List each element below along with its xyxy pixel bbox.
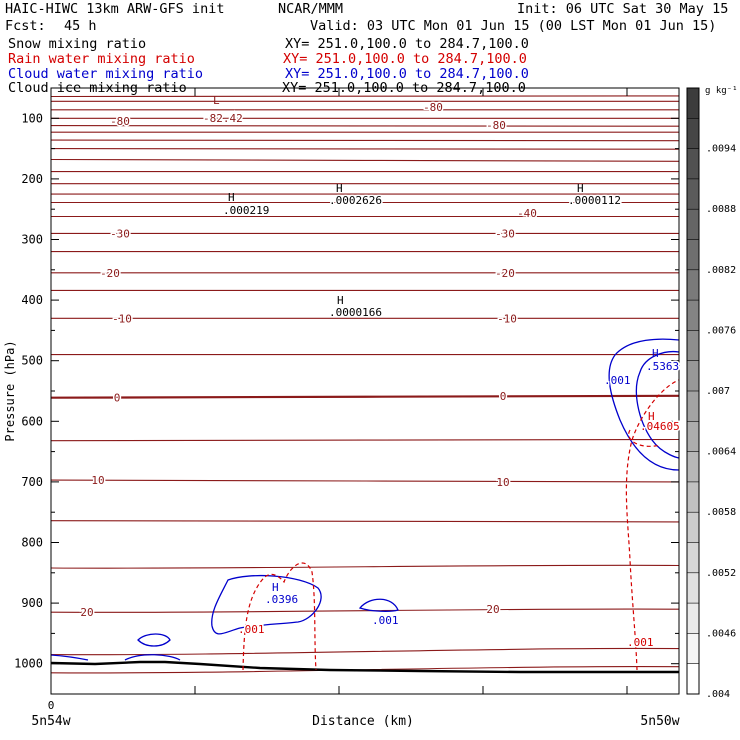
extremum-value: .0396: [265, 593, 299, 606]
forecast-hours: 45 h: [64, 18, 97, 34]
colorbar-segment: [687, 452, 699, 483]
contour-value-label: .001: [238, 623, 265, 636]
extremum-marker: H: [337, 294, 344, 307]
field-ice-name: Cloud ice mixing ratio: [8, 80, 187, 96]
contour-value-label: .001: [627, 636, 654, 649]
isotherm-line: [51, 101, 679, 102]
cloud-water-contour: [360, 599, 398, 611]
colorbar-segment: [687, 543, 699, 574]
extremum-value: .0000112: [568, 194, 621, 207]
y-tick-label: 200: [21, 171, 43, 186]
colorbar-segment: [687, 88, 699, 119]
isotherm-line: [51, 160, 679, 162]
colorbar-segment: [687, 573, 699, 604]
field-cloud-name: Cloud water mixing ratio: [8, 66, 204, 82]
isotherm-label: -20: [495, 266, 515, 280]
colorbar-segment: [687, 149, 699, 180]
isotherm-line: [51, 149, 679, 150]
y-tick-label: 500: [21, 353, 43, 368]
isotherm-label: 0: [113, 391, 121, 405]
isotherm-label: -20: [100, 266, 120, 280]
extremum-marker: H: [228, 191, 235, 204]
extremum-value: .0002626: [329, 194, 382, 207]
colorbar-tick-label: .0052: [706, 567, 737, 579]
y-tick-label: 100: [21, 111, 43, 126]
y-tick-label: 300: [21, 232, 43, 247]
isotherm-line: [51, 565, 679, 568]
isotherm-line: [51, 251, 679, 252]
field-rain-name: Rain water mixing ratio: [8, 51, 195, 67]
colorbar-tick-label: .004: [706, 689, 731, 700]
isotherm-line: [51, 171, 679, 172]
isotherm-label: -10: [112, 312, 132, 326]
colorbar-tick-label: .0094: [706, 143, 737, 155]
colorbar-tick-label: .0046: [706, 628, 737, 640]
isotherm-line: [51, 648, 679, 654]
contour-value-label: .001: [372, 614, 399, 627]
isotherm-label: -10: [497, 312, 517, 326]
colorbar-tick-label: .007: [706, 386, 731, 397]
isotherm-line: [51, 480, 679, 482]
y-tick-label: 400: [21, 293, 43, 308]
isotherm-label: 0: [499, 389, 507, 403]
isotherm-line: [51, 96, 679, 97]
isotherm-label: 20: [80, 606, 94, 620]
colorbar-segment: [687, 209, 699, 240]
field-ice-xy: XY= 251.0,100.0 to 284.7,100.0: [282, 80, 526, 96]
isotherm-line: [51, 183, 679, 184]
isotherm-line: [51, 109, 679, 110]
isotherm-line: [51, 132, 679, 133]
x-start-label: 0: [47, 699, 55, 712]
isotherm-line: [51, 216, 679, 217]
org-label: NCAR/MMM: [278, 1, 344, 17]
cloud-water-contour: [609, 339, 679, 470]
extremum-marker: L: [213, 94, 220, 107]
isotherm-label: -80: [423, 101, 443, 114]
extremum-value: .000219: [223, 204, 270, 217]
colorbar-segment: [687, 300, 699, 331]
isotherm-label: -30: [495, 227, 515, 241]
isotherm-line: [51, 439, 679, 441]
colorbar-segment: [687, 391, 699, 422]
extremum-value: -82.42: [203, 112, 243, 125]
forecast-label: Fcst:: [5, 18, 46, 34]
isotherm-line: [51, 290, 679, 291]
isotherm-line: [51, 233, 679, 234]
x-left-label: 5n54w: [31, 714, 71, 729]
isotherm-line: [51, 521, 679, 522]
colorbar-tick-label: .0064: [706, 446, 737, 458]
extremum-marker: H: [648, 410, 655, 423]
y-tick-label: 600: [21, 414, 43, 429]
isotherm-label: -40: [517, 207, 537, 220]
cloud-water-contour: [138, 634, 170, 646]
isotherm-label: -80: [486, 119, 506, 132]
extremum-marker: H: [652, 347, 659, 360]
colorbar-segment: [687, 664, 699, 695]
extremum-marker: H: [272, 581, 279, 594]
y-axis-title: Pressure (hPa): [3, 340, 17, 442]
isotherm-line: [51, 396, 679, 398]
isotherm-label: -80: [110, 115, 130, 128]
isotherm-label: 20: [486, 603, 500, 617]
colorbar-segment: [687, 603, 699, 634]
colorbar-segment: [687, 240, 699, 271]
isotherm-line: [51, 140, 679, 141]
colorbar-segment: [687, 633, 699, 664]
colorbar-segment: [687, 179, 699, 210]
init-time: Init: 06 UTC Sat 30 May 15: [517, 1, 729, 17]
field-cloud-xy: XY= 251.0,100.0 to 284.7,100.0: [285, 66, 529, 82]
colorbar-tick-label: .0076: [706, 325, 737, 337]
isotherm-line: [51, 272, 679, 273]
extremum-value: .0000166: [329, 306, 382, 319]
cloud-water-contour: [125, 655, 180, 660]
isotherm-label: 10: [496, 475, 510, 489]
extremum-marker: H: [336, 182, 343, 195]
colorbar-segment: [687, 482, 699, 513]
y-tick-label: 1000: [14, 656, 43, 671]
isotherm-label: 10: [91, 474, 105, 488]
colorbar-segment: [687, 361, 699, 392]
y-tick-label: 700: [21, 474, 43, 489]
field-rain-xy: XY= 251.0,100.0 to 284.7,100.0: [283, 51, 527, 67]
isotherm-label: -30: [110, 227, 130, 241]
colorbar-tick-label: .0088: [706, 204, 737, 216]
isotherm-line: [51, 126, 679, 127]
field-snow-xy: XY= 251.0,100.0 to 284.7,100.0: [285, 36, 529, 52]
extremum-marker: H: [577, 182, 584, 195]
isotherm-line: [51, 354, 679, 355]
colorbar-tick-label: .0082: [706, 264, 737, 276]
y-tick-label: 900: [21, 596, 43, 611]
extremum-value: .5363: [646, 360, 680, 373]
colorbar-segment: [687, 270, 699, 301]
cloud-water-contour: [51, 655, 88, 660]
colorbar-segment: [687, 330, 699, 361]
colorbar-segment: [687, 118, 699, 149]
extremum-value: .04605: [640, 420, 680, 433]
colorbar-segment: [687, 512, 699, 543]
colorbar-tick-label: .0058: [706, 507, 737, 519]
y-tick-label: 800: [21, 535, 43, 550]
chart-title: HAIC-HIWC 13km ARW-GFS init: [5, 1, 225, 17]
rain-water-contour: [243, 563, 316, 670]
colorbar-unit: g kg⁻¹: [705, 86, 738, 96]
field-snow-name: Snow mixing ratio: [8, 36, 147, 52]
isotherm-line: [51, 118, 679, 119]
valid-time: Valid: 03 UTC Mon 01 Jun 15 (00 LST Mon 01 Jun 15): [310, 18, 717, 34]
x-axis-title: Distance (km): [312, 714, 414, 729]
colorbar-segment: [687, 421, 699, 452]
x-right-label: 5n50w: [640, 714, 680, 729]
contour-value-label: .001: [604, 374, 631, 387]
